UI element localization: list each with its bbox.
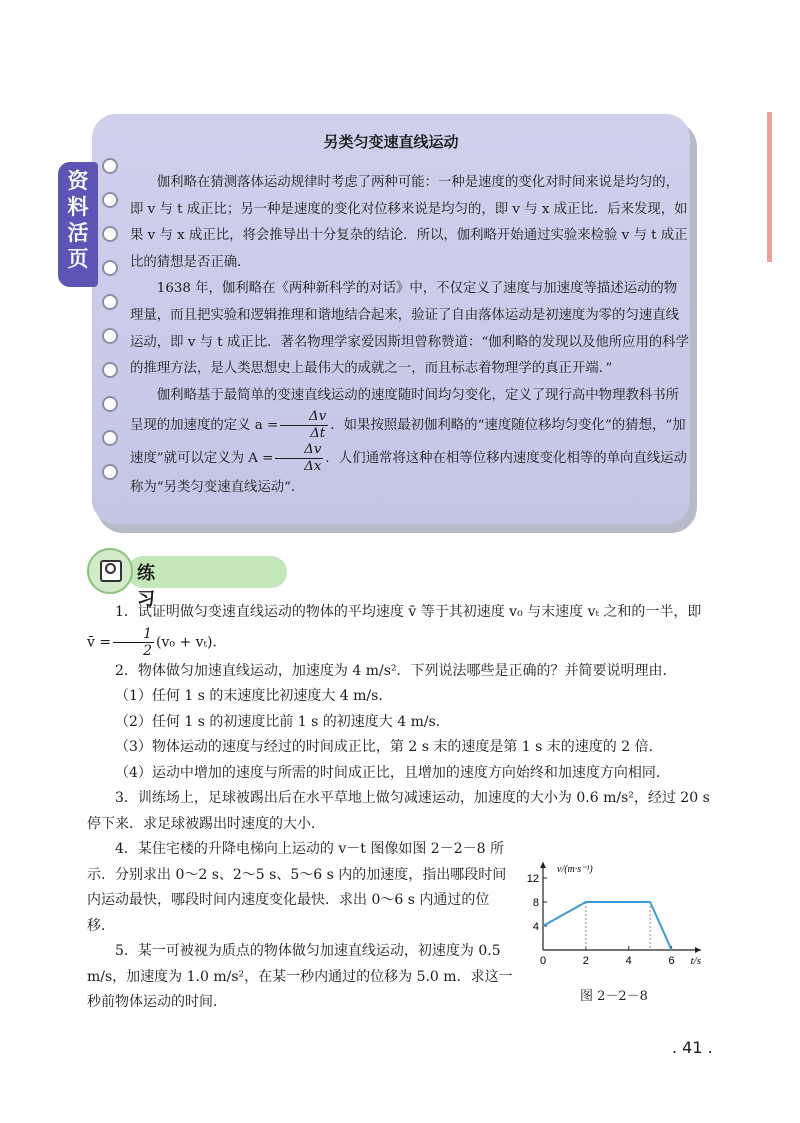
binder-ring [102, 226, 118, 242]
page-number: . 41 . [672, 1038, 713, 1057]
magnifier-icon [105, 563, 116, 574]
page-edge-marker [767, 112, 772, 262]
binder-ring [102, 192, 118, 208]
binder-ring [102, 464, 118, 480]
question-2-option-1: （1）任何 1 s 的末速度比初速度大 4 m/s． [115, 688, 393, 704]
question-2-option-3: （3）物体运动的速度与经过的时间成正比，第 2 s 末的速度是第 1 s 末的速度的 2 倍． [115, 739, 663, 755]
box-paragraph-3 [130, 383, 690, 502]
box-paragraph-1: 伽利略在猜测落体运动规律时考虑了两种可能：一种是速度的变化对时间来说是均匀的，即 v 与 t 成正比；另一种是速度的变化对位移来说是均匀的，即 v 与 x 成正比．后来发现，如果 v 与 x 成正比，将会推导出十分复杂的结论．所以，伽利略开始通过实验来检验 v 与 t 成正比的猜想是否正确． [130, 175, 688, 270]
fraction-numerator: 1 [113, 626, 154, 643]
box-body [130, 170, 690, 502]
exercise-label: 练习 [137, 563, 165, 610]
question-2-option-4: （4）运动中增加的速度与所需的时间成正比，且增加的速度方向始终和加速度方向相同． [115, 764, 670, 781]
binder-ring [102, 328, 118, 344]
fraction-denominator: 2 [143, 642, 153, 659]
question-4: 4．某住宅楼的升降电梯向上运动的 v－t 图像如图 2－2－8 所示．分别求出 0～2 s、2～5 s、5～6 s 内的加速度，指出哪段时间内运动最快，哪段时间内速度变化最快．求出 0～6 s 内通过的位移． [87, 841, 507, 934]
y-axis-arrow [540, 862, 546, 868]
figure-caption: 图 2－2－8 [580, 989, 648, 1004]
x-axis-label: t/s [690, 955, 701, 967]
fraction-denominator: Δt [310, 426, 326, 442]
question-3: 3．训练场上，足球被踢出后在水平草地上做匀减速运动，加速度的大小为 0.6 m/s²，经过 20 s 停下来．求足球被踢出时速度的大小． [87, 790, 710, 832]
fraction-numerator: Δv [275, 442, 323, 459]
y-axis-label: v/(m·s⁻¹) [557, 864, 593, 875]
fraction-half [113, 626, 154, 659]
box-paragraph-2: 1638 年，伽利略在《两种新科学的对话》中，不仅定义了速度与加速度等描述运动的物理量，而且把实验和逻辑推理和谐地结合起来，验证了自由落体运动是初速度为零的匀速直线运动，即 v 与 t 成正比．著名物理学家爱因斯坦曾称赞道：“伽利略的发现以及他所应用的科学的推理方法，是人类思想史上最伟大的成就之一，而且标志着物理学的真正开端．” [130, 281, 690, 377]
box-p3-text-c: ．人们通常将这种在相等位移内速度变化相等的单向直线运动称为“另类匀变速直线运动”． [130, 451, 687, 496]
x-tick-label: 4 [625, 955, 632, 967]
binder-ring [102, 294, 118, 310]
box-title: 另类匀变速直线运动 [323, 133, 459, 151]
binder-ring [102, 396, 118, 412]
side-tab-label: 资料活页 [58, 162, 98, 287]
series-line [543, 902, 672, 950]
question-1 [87, 600, 713, 659]
y-tick-label: 12 [526, 873, 539, 885]
binder-ring [102, 158, 118, 174]
x-tick-label: 0 [539, 955, 547, 967]
y-tick-label: 8 [532, 897, 539, 909]
y-tick-label: 4 [532, 921, 539, 933]
question-5: 5．某一可被视为质点的物体做匀加速直线运动，初速度为 0.5 m/s，加速度为 1.0 m/s²，在某一秒内通过的位移为 5.0 m．求这一秒前物体运动的时间． [87, 943, 513, 1010]
binder-ring [102, 362, 118, 378]
x-axis-arrow [695, 947, 701, 953]
question-2: 2．物体做匀加速直线运动，加速度为 4 m/s²．下列说法哪些是正确的？并简要说明理由． [115, 662, 677, 679]
binder-ring [102, 260, 118, 276]
fraction-denominator: Δx [304, 459, 322, 475]
magnifier-book-icon [87, 548, 133, 594]
binder-ring [102, 430, 118, 446]
question-1-text: 1．试证明做匀变速直线运动的物体的平均速度 v̄ 等于其初速度 v₀ 与末速度 vₜ 之和的一半，即 v̄ = [87, 604, 702, 650]
x-tick-label: 6 [668, 955, 675, 967]
box-p3-text-a: 伽利略基于最简单的变速直线运动的速度随时间均匀变化，定义了现行高中物理教科书所呈现的加速度的定义 a = [130, 387, 680, 434]
question-1-tail: (v₀ + vₜ)． [156, 634, 227, 650]
fraction-numerator: Δv [280, 409, 328, 426]
box-p3-text-b: ．如果按照最初伽利略的“速度随位移均匀变化”的猜想，“加速度”就可以定义为 A = [130, 418, 686, 467]
fraction-dv-dt [280, 409, 328, 442]
x-tick-label: 2 [582, 955, 589, 967]
question-2-option-2: （2）任何 1 s 的初速度比前 1 s 的初速度大 4 m/s． [115, 713, 450, 730]
fraction-dv-dx [275, 442, 323, 475]
